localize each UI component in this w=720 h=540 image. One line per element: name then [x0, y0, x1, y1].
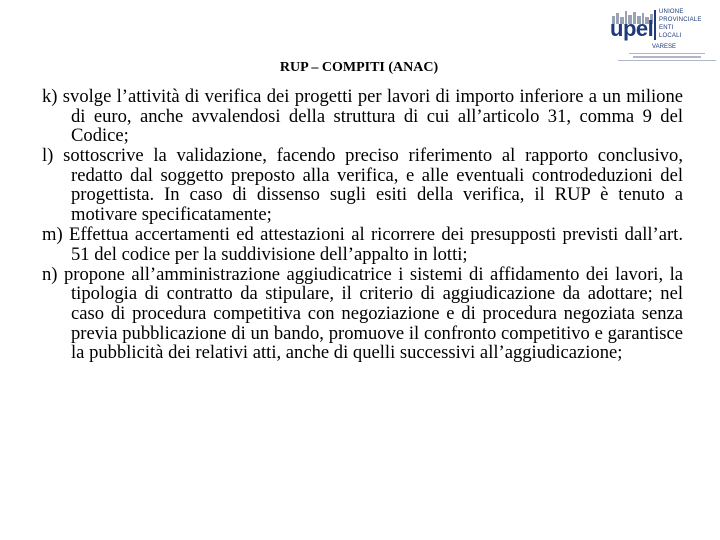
logo-wordmark: upel	[610, 16, 654, 41]
page-title-text: RUP – COMPITI (ANAC)	[279, 60, 439, 75]
logo-text	[659, 8, 702, 40]
logo-divider	[654, 10, 656, 40]
list-item: n) propone all’amministrazione aggiudicatrice i sistemi di affidamento dei lavori, la tipologia di contratto da stipulare, il criterio di aggiudicazione da adottare; nel caso di procedura competitiva con negoziazione e di procedura negoziata senza previa pubblicazione di un bando, promuove il confronto competitivo e garantisce la pubblicità dei relativi atti, anche di quelli successivi all’aggiudicazione;	[42, 263, 683, 364]
logo-line: PROVINCIALE	[659, 17, 702, 23]
logo-line: LOCALI	[659, 33, 682, 39]
task-list	[42, 87, 683, 363]
page-title	[0, 60, 720, 76]
list-item: m) Effettua accertamenti ed attestazioni al ricorrere dei presupposti previsti dall’art. 51 del codice per la suddivisione dell’appalto in lotti;	[42, 224, 683, 265]
list-item: l) sottoscrive la validazione, facendo preciso riferimento al rapporto conclusivo, redatto dal soggetto preposto alla verifica, e alle eventuali controdeduzioni del progettista. In caso di dissenso sugli esiti della verifica, il RUP è tenuto a motivare specificatamente;	[42, 145, 683, 226]
logo-line: UNIONE	[659, 9, 684, 15]
upel-logo	[608, 4, 720, 66]
logo-line: ENTI	[659, 25, 674, 31]
list-item: k) svolge l’attività di verifica dei progetti per lavori di importo inferiore a un milione di euro, anche avvalendosi della struttura di cui all’articolo 31, comma 9 del Codice;	[42, 86, 683, 147]
logo-city: VARESE	[652, 44, 676, 50]
